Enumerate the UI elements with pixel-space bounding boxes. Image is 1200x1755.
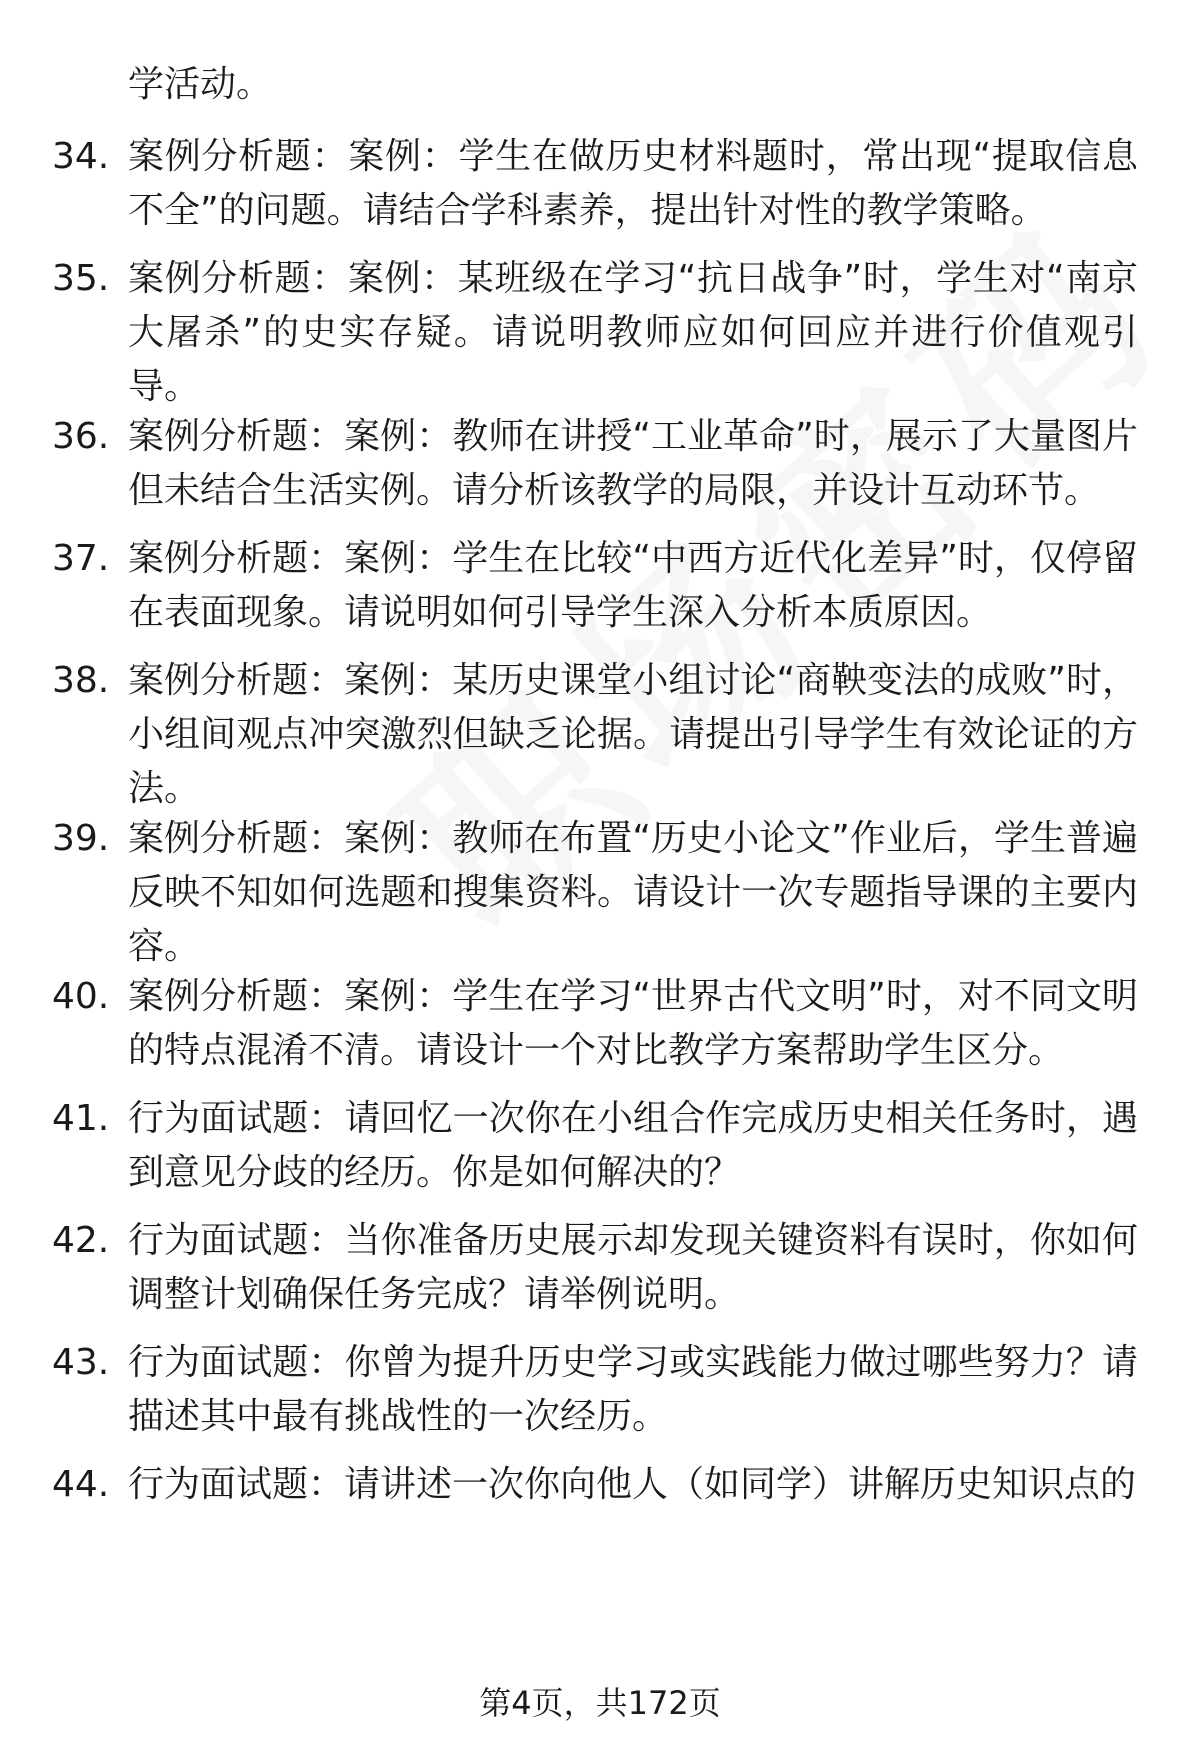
question-number: 37. [52, 538, 110, 579]
question-text: 行为面试题：当你准备历史展示却发现关键资料有误时，你如何调整计划确保任务完成？请举例说明。 [128, 1220, 1138, 1315]
continued-text: 学活动。 [128, 64, 273, 105]
question-number: 35. [52, 258, 110, 299]
question-text: 行为面试题：请回忆一次你在小组合作完成历史相关任务时，遇到意见分歧的经历。你是如何解决的？ [128, 1098, 1138, 1193]
question-text: 案例分析题：案例：某班级在学习“抗日战争”时，学生对“南京大屠杀”的史实存疑。请说明教师应如何回应并进行价值观引导。 [128, 258, 1138, 407]
page-footer: 第4页，共172页 [479, 1684, 721, 1722]
question-number: 44. [52, 1464, 110, 1505]
question-text: 案例分析题：案例：某历史课堂小组讨论“商鞅变法的成败”时，小组间观点冲突激烈但缺乏论据。请提出引导学生有效论证的方法。 [128, 660, 1138, 809]
question-text: 案例分析题：案例：教师在布置“历史小论文”作业后，学生普遍反映不知如何选题和搜集资料。请设计一次专题指导课的主要内容。 [128, 818, 1138, 967]
question-text: 行为面试题：请讲述一次你向他人（如同学）讲解历史知识点的 [128, 1464, 1137, 1505]
question-number: 38. [52, 660, 110, 701]
question-text: 案例分析题：案例：学生在做历史材料题时，常出现“提取信息不全”的问题。请结合学科素养，提出针对性的教学策略。 [128, 136, 1138, 231]
question-text: 案例分析题：案例：教师在讲授“工业革命”时，展示了大量图片但未结合生活实例。请分析该教学的局限，并设计互动环节。 [128, 416, 1138, 511]
question-text: 行为面试题：你曾为提升历史学习或实践能力做过哪些努力？请描述其中最有挑战性的一次经历。 [128, 1342, 1138, 1437]
question-text: 案例分析题：案例：学生在学习“世界古代文明”时，对不同文明的特点混淆不清。请设计一个对比教学方案帮助学生区分。 [128, 976, 1138, 1071]
question-number: 40. [52, 976, 110, 1017]
question-number: 41. [52, 1098, 110, 1139]
question-number: 34. [52, 136, 110, 177]
question-number: 39. [52, 818, 110, 859]
question-text: 案例分析题：案例：学生在比较“中西方近代化差异”时，仅停留在表面现象。请说明如何引导学生深入分析本质原因。 [128, 538, 1138, 633]
question-number: 43. [52, 1342, 110, 1383]
question-number: 36. [52, 416, 110, 457]
question-number: 42. [52, 1220, 110, 1261]
